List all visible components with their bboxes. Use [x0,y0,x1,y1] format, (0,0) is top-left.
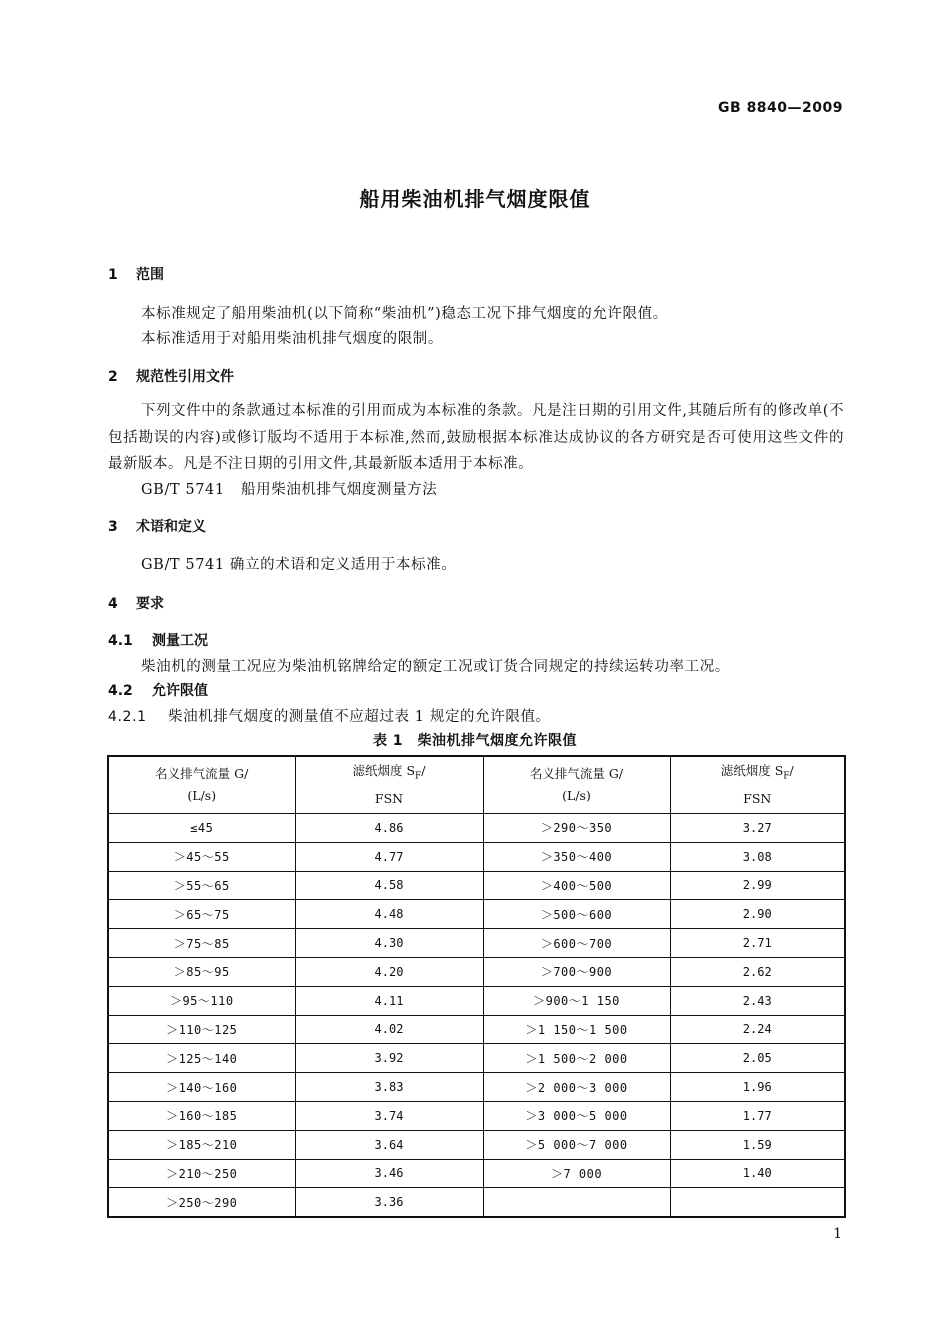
smoke-cell: 4.02 [295,1015,483,1044]
smoke-cell: 2.99 [670,871,845,900]
flow-cell: ＞500～600 [483,900,670,929]
flow-cell: ＞900～1 150 [483,986,670,1015]
flow-cell: ＞45～55 [108,842,295,871]
header-flow-unit: (L/s) [187,788,217,803]
section-number: 3 [108,519,118,535]
flow-cell [483,1188,670,1217]
header-smoke-unit: FSN [374,790,404,806]
page-number: 1 [833,1226,842,1242]
header-smoke-subscript: F [783,771,790,782]
section-4-1-para-1: 柴油机的测量工况应为柴油机铭牌给定的额定工况或订货合同规定的持续运转功率工况。 [141,659,730,675]
smoke-cell: 4.86 [295,814,483,843]
table-row [108,871,845,900]
flow-cell: ＞700～900 [483,957,670,986]
table-row [108,929,845,958]
section-number: 4.1 [108,633,133,649]
section-number: 4.2 [108,683,133,699]
table-row [108,900,845,929]
smoke-cell: 1.96 [670,1073,845,1102]
smoke-cell: 4.20 [295,957,483,986]
smoke-cell: 1.77 [670,1101,845,1130]
smoke-cell: 3.46 [295,1159,483,1188]
section-title: 规范性引用文件 [136,369,234,385]
page-title: 船用柴油机排气烟度限值 [359,187,591,211]
smoke-cell: 1.40 [670,1159,845,1188]
header-flow-label: 名义排气流量 G/ [155,766,249,781]
flow-cell: ＞400～500 [483,871,670,900]
flow-cell: ＞185～210 [108,1130,295,1159]
flow-cell: ＞1 150～1 500 [483,1015,670,1044]
flow-cell: ≤45 [108,814,295,843]
section-2-heading [108,366,234,386]
normative-reference [141,478,437,499]
table-row [108,814,845,843]
clause-text: 柴油机排气烟度的测量值不应超过表 1 规定的允许限值。 [168,709,551,725]
smoke-cell: 3.83 [295,1073,483,1102]
flow-cell: ＞290～350 [483,814,670,843]
smoke-cell: 2.05 [670,1044,845,1073]
section-title: 范围 [136,267,164,283]
table-row [108,1044,845,1073]
flow-cell: ＞95～110 [108,986,295,1015]
smoke-cell [670,1188,845,1217]
flow-cell: ＞75～85 [108,929,295,958]
table-row [108,1130,845,1159]
section-3-para-1: GB/T 5741 确立的术语和定义适用于本标准。 [141,557,457,573]
section-title: 术语和定义 [136,519,206,535]
section-title: 要求 [136,596,164,612]
section-4-1-heading [108,630,208,650]
smoke-cell: 3.36 [295,1188,483,1217]
section-4-2-heading [108,680,208,700]
standard-number: GB 8840—2009 [718,100,843,116]
smoke-limit-table [107,755,846,1218]
section-1-para-1: 本标准规定了船用柴油机(以下简称“柴油机”)稳态工况下排气烟度的允许限值。 [141,306,668,322]
smoke-cell: 2.43 [670,986,845,1015]
flow-cell: ＞65～75 [108,900,295,929]
section-number: 4 [108,596,118,612]
table-row [108,1101,845,1130]
reference-title: 船用柴油机排气烟度测量方法 [241,482,438,498]
header-flow-label: 名义排气流量 G/ [529,766,624,781]
section-1-heading [108,264,164,284]
smoke-cell: 4.30 [295,929,483,958]
flow-cell: ＞5 000～7 000 [483,1130,670,1159]
header-smoke-label: 滤纸烟度 S [720,763,784,779]
header-smoke [295,756,483,814]
header-smoke-label: 滤纸烟度 S [352,763,416,779]
header-smoke-subscript: F [415,771,422,782]
flow-cell: ＞210～250 [108,1159,295,1188]
section-number: 2 [108,369,118,385]
section-title: 允许限值 [152,683,208,699]
smoke-cell: 2.71 [670,929,845,958]
section-4-2-1-clause [108,705,551,726]
reference-code: GB/T 5741 [141,482,225,498]
flow-cell: ＞110～125 [108,1015,295,1044]
header-smoke [670,756,845,814]
table-row [108,1015,845,1044]
header-flow-unit: (L/s) [562,788,591,803]
flow-cell: ＞140～160 [108,1073,295,1102]
flow-cell: ＞125～140 [108,1044,295,1073]
smoke-cell: 2.62 [670,957,845,986]
smoke-cell: 3.27 [670,814,845,843]
smoke-cell: 4.48 [295,900,483,929]
section-2-para-1: 下列文件中的条款通过本标准的引用而成为本标准的条款。凡是注日期的引用文件,其随后所有的修改单(不包括勘误的内容)或修订版均不适用于本标准,然而,鼓励根据本标准达成协议的各方研究是否可使用这些文件的最新版本。凡是不注日期的引用文件,其最新版本适用于本标准。 [108,403,844,472]
table-caption: 表 1 柴油机排气烟度允许限值 [372,733,578,749]
section-4-heading [108,593,164,613]
smoke-cell: 2.24 [670,1015,845,1044]
smoke-cell: 1.59 [670,1130,845,1159]
smoke-cell: 4.77 [295,842,483,871]
section-number: 1 [108,267,118,283]
smoke-cell: 3.64 [295,1130,483,1159]
flow-cell: ＞250～290 [108,1188,295,1217]
table-row [108,842,845,871]
header-smoke-slash: / [421,763,426,779]
table-row [108,1188,845,1217]
header-smoke-unit: FSN [743,790,772,806]
header-smoke-slash: / [789,763,794,779]
flow-cell: ＞2 000～3 000 [483,1073,670,1102]
clause-number: 4.2.1 [108,709,147,725]
flow-cell: ＞160～185 [108,1101,295,1130]
section-3-heading [108,516,206,536]
smoke-cell: 3.92 [295,1044,483,1073]
flow-cell: ＞350～400 [483,842,670,871]
table-header-row [108,756,845,814]
smoke-cell: 2.90 [670,900,845,929]
header-flow [108,756,295,814]
table-row [108,986,845,1015]
smoke-cell: 4.58 [295,871,483,900]
flow-cell: ＞85～95 [108,957,295,986]
smoke-cell: 3.74 [295,1101,483,1130]
section-title: 测量工况 [152,633,208,649]
flow-cell: ＞7 000 [483,1159,670,1188]
header-flow [483,756,670,814]
section-1-para-2: 本标准适用于对船用柴油机排气烟度的限制。 [141,331,443,347]
table-row [108,1073,845,1102]
table-row [108,1159,845,1188]
flow-cell: ＞600～700 [483,929,670,958]
table-row [108,957,845,986]
flow-cell: ＞55～65 [108,871,295,900]
flow-cell: ＞1 500～2 000 [483,1044,670,1073]
smoke-cell: 3.08 [670,842,845,871]
flow-cell: ＞3 000～5 000 [483,1101,670,1130]
smoke-cell: 4.11 [295,986,483,1015]
